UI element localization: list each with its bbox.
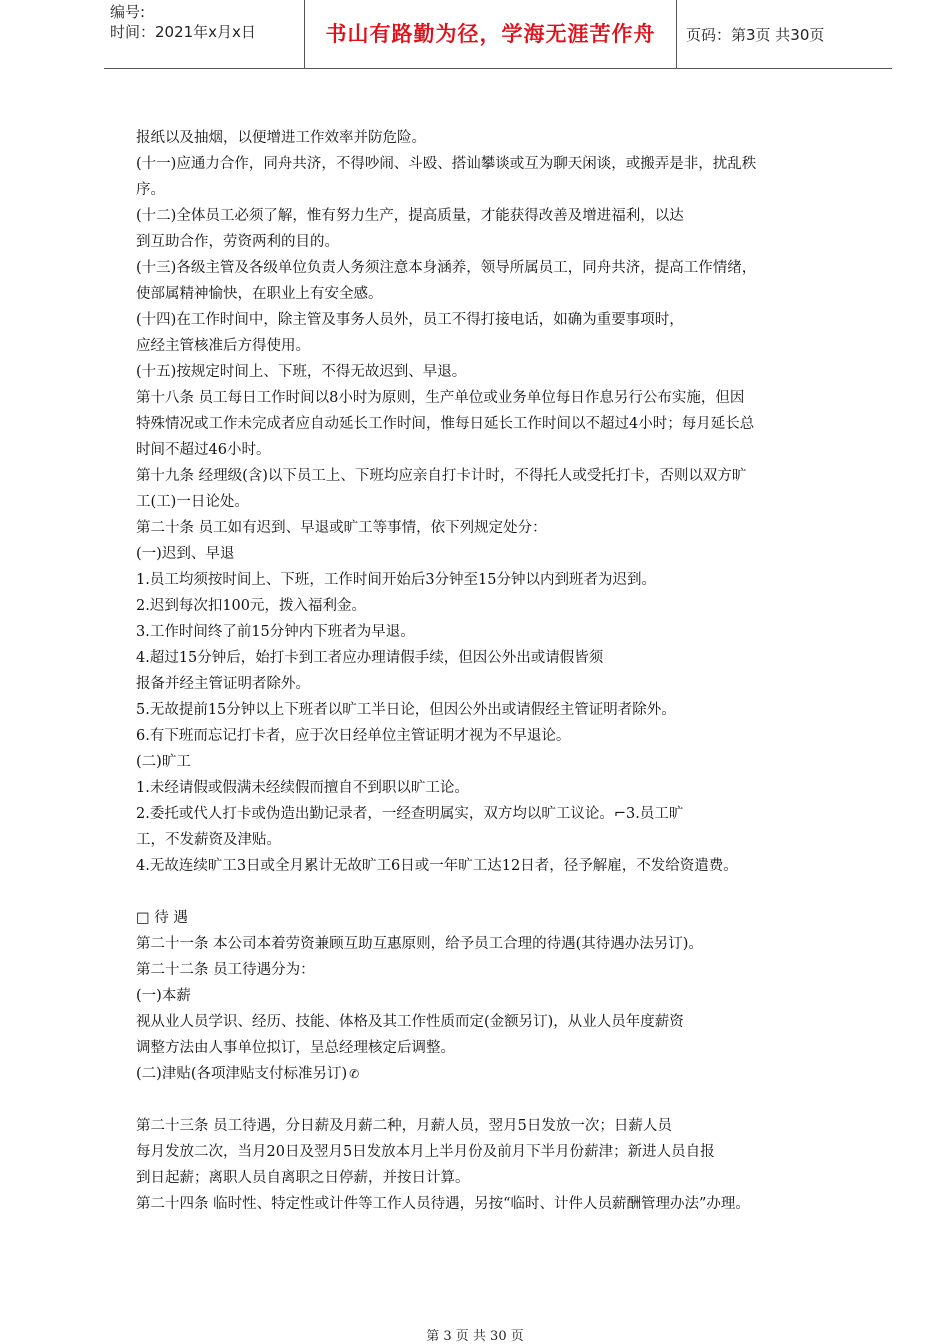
text-line: (十三)各级主管及各级单位负责人务须注意本身涵养，领导所属员工，同舟共济，提高工作情绪， [136, 260, 757, 276]
text-line: 到日起薪；离职人员自离职之日停薪，并按日计算。 [136, 1170, 470, 1186]
header-number-label: 编号: [110, 3, 146, 21]
text-line: 使部属精神愉快，在职业上有安全感。 [136, 286, 383, 302]
header-page-info: 页码：第3页 共30页 [686, 26, 825, 44]
text-line: 特殊情况或工作未完成者应自动延长工作时间，惟每日延长工作时间以不超过4小时；每月延长总 [136, 416, 755, 432]
header-meta [110, 2, 300, 42]
text-line: (二)津贴(各项津贴支付标准另订) ✆ [136, 1066, 360, 1082]
text-line: □ 待 遇 [136, 910, 188, 926]
text-line: 视从业人员学识、经历、技能、体格及其工作性质而定(金额另订)，从业人员年度薪资 [136, 1014, 684, 1030]
text-line: 时间不超过46小时。 [136, 442, 271, 458]
text-line: (一)本薪 [136, 988, 191, 1004]
text-line: 调整方法由人事单位拟订，呈总经理核定后调整。 [136, 1040, 455, 1056]
text-line: 每月发放二次，当月20日及翌月5日发放本月上半月份及前月下半月份薪津；新进人员自报 [136, 1144, 715, 1160]
text-line: 4.超过15分钟后，始打卡到工者应办理请假手续，但因公外出或请假皆须 [136, 650, 604, 666]
text-line [136, 879, 876, 905]
page-header [104, 0, 892, 69]
text-line: (十四)在工作时间中，除主管及事务人员外，员工不得打接电话，如确为重要事项时， [136, 312, 684, 328]
header-motto: 书山有路勤为径，学海无涯苦作舟 [325, 22, 656, 46]
text-line: 3.工作时间终了前15分钟内下班者为早退。 [136, 624, 415, 640]
text-line: 2.迟到每次扣100元，拨入福利金。 [136, 598, 367, 614]
text-line: 6.有下班而忘记打卡者，应于次日经单位主管证明才视为不早退论。 [136, 728, 571, 744]
text-line: 应经主管核准后方得使用。 [136, 338, 310, 354]
text-line: 第二十四条 临时性、特定性或计件等工作人员待遇，另按“临时、计件人员薪酬管理办法”办理。 [136, 1196, 750, 1212]
text-line: 2.委托或代人打卡或伪造出勤记录者，一经查明属实，双方均以旷工议论。⌐3.员工旷 [136, 806, 684, 822]
text-line: 序。 [136, 182, 165, 198]
text-line: 第二十二条 员工待遇分为： [136, 962, 315, 978]
text-line: (十五)按规定时间上、下班，不得无故迟到、早退。 [136, 364, 467, 380]
text-line: 工，不发薪资及津贴。 [136, 832, 281, 848]
header-date-label: 时间：2021年x月x日 [110, 23, 256, 41]
text-line: (二)旷工 [136, 754, 191, 770]
text-line: 1.未经请假或假满未经续假而擅自不到职以旷工论。 [136, 780, 469, 796]
text-line: (十一)应通力合作，同舟共济，不得吵闹、斗殴、搭讪攀谈或互为聊天闲谈，或搬弄是非，扰乱秩 [136, 156, 757, 172]
text-line [136, 1087, 876, 1113]
text-line: 工(工)一日论处。 [136, 494, 249, 510]
text-line: 第二十三条 员工待遇，分日薪及月薪二种，月薪人员，翌月5日发放一次；日薪人员 [136, 1118, 672, 1134]
document-body [136, 125, 876, 1217]
text-line: 第二十一条 本公司本着劳资兼顾互助互惠原则，给予员工合理的待遇(其待遇办法另订)。 [136, 936, 703, 952]
page-footer: 第 3 页 共 30 页 [426, 1329, 524, 1344]
text-line: (一)迟到、早退 [136, 546, 235, 562]
text-line: (十二)全体员工必须了解，惟有努力生产，提高质量，才能获得改善及增进福利，以达 [136, 208, 684, 224]
text-line: 报备并经主管证明者除外。 [136, 676, 310, 692]
text-line: 第十九条 经理级(含)以下员工上、下班均应亲自打卡计时，不得托人或受托打卡，否则以双方旷 [136, 468, 747, 484]
text-line: 到互助合作，劳资两利的目的。 [136, 234, 339, 250]
scribble-mark-icon: ✆ [349, 1067, 360, 1081]
text-line: 报纸以及抽烟，以便增进工作效率并防危险。 [136, 130, 426, 146]
text-line: 1.员工均须按时间上、下班，工作时间开始后3分钟至15分钟以内到班者为迟到。 [136, 572, 657, 588]
text-line: 第二十条 员工如有迟到、早退或旷工等事情，依下列规定处分： [136, 520, 547, 536]
text-line: 第十八条 员工每日工作时间以8小时为原则，生产单位或业务单位每日作息另行公布实施，但因 [136, 390, 745, 406]
header-divider [676, 0, 677, 68]
text-line: 4.无故连续旷工3日或全月累计无故旷工6日或一年旷工达12日者，径予解雇，不发给资遣费。 [136, 858, 738, 874]
text-line: 5.无故提前15分钟以上下班者以旷工半日论，但因公外出或请假经主管证明者除外。 [136, 702, 676, 718]
